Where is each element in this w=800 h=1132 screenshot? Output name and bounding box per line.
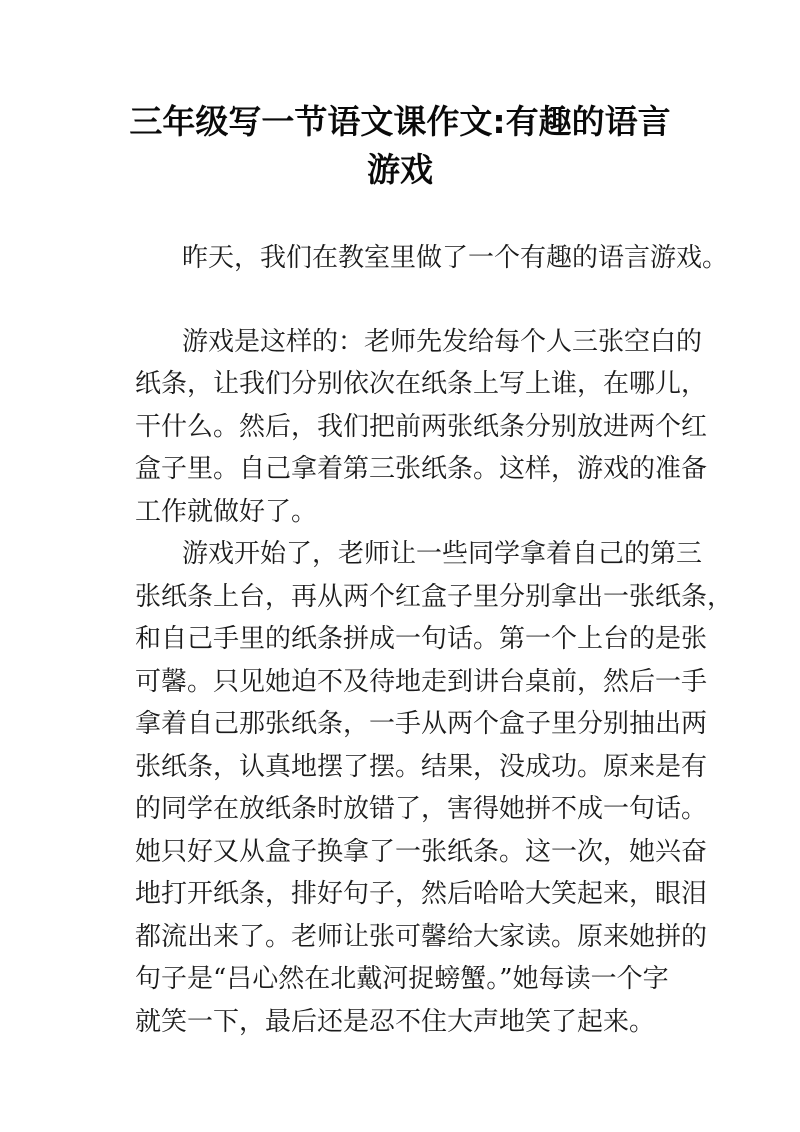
paragraph-line: 和自己手里的纸条拼成一句话。第一个上台的是张 (135, 624, 708, 654)
paragraph-line: 就笑一下，最后还是忍不住大声地笑了起来。 (135, 1007, 656, 1037)
title-line-1: 三年级写一节语文课作文:有趣的语言 (129, 102, 671, 141)
paragraph-line: 游戏是这样的：老师先发给每个人三张空白的 (182, 327, 703, 357)
paragraph-line: 拿着自己那张纸条，一手从两个盒子里分别抽出两 (135, 709, 708, 739)
paragraph-line: 盒子里。自己拿着第三张纸条。这样，游戏的准备 (135, 454, 708, 484)
paragraph-line: 的同学在放纸条时放错了，害得她拼不成一句话。 (135, 794, 708, 824)
title-line-2: 游戏 (367, 150, 433, 189)
paragraph-line: 昨天，我们在教室里做了一个有趣的语言游戏。 (182, 243, 729, 273)
paragraph-line: 纸条，让我们分别依次在纸条上写上谁，在哪儿， (135, 369, 708, 399)
paragraph-line: 地打开纸条，排好句子，然后哈哈大笑起来，眼泪 (135, 879, 708, 909)
paragraph-line: 游戏开始了，老师让一些同学拿着自己的第三 (182, 539, 703, 569)
paragraph-line: 张纸条，认真地摆了摆。结果，没成功。原来是有 (135, 752, 708, 782)
paragraph-line: 工作就做好了。 (135, 497, 318, 527)
paragraph-line: 句子是“吕心然在北戴河捉螃蟹。”她每读一个字 (135, 964, 669, 994)
paragraph-line: 张纸条上台，再从两个红盒子里分别拿出一张纸条， (135, 582, 734, 612)
paragraph-line: 干什么。然后，我们把前两张纸条分别放进两个红 (135, 412, 708, 442)
document-title (0, 98, 800, 194)
paragraph-line: 可馨。只见她迫不及待地走到讲台桌前，然后一手 (135, 667, 708, 697)
paragraph-line: 都流出来了。老师让张可馨给大家读。原来她拼的 (135, 922, 708, 952)
paragraph-line: 她只好又从盒子换拿了一张纸条。这一次，她兴奋 (135, 837, 708, 867)
